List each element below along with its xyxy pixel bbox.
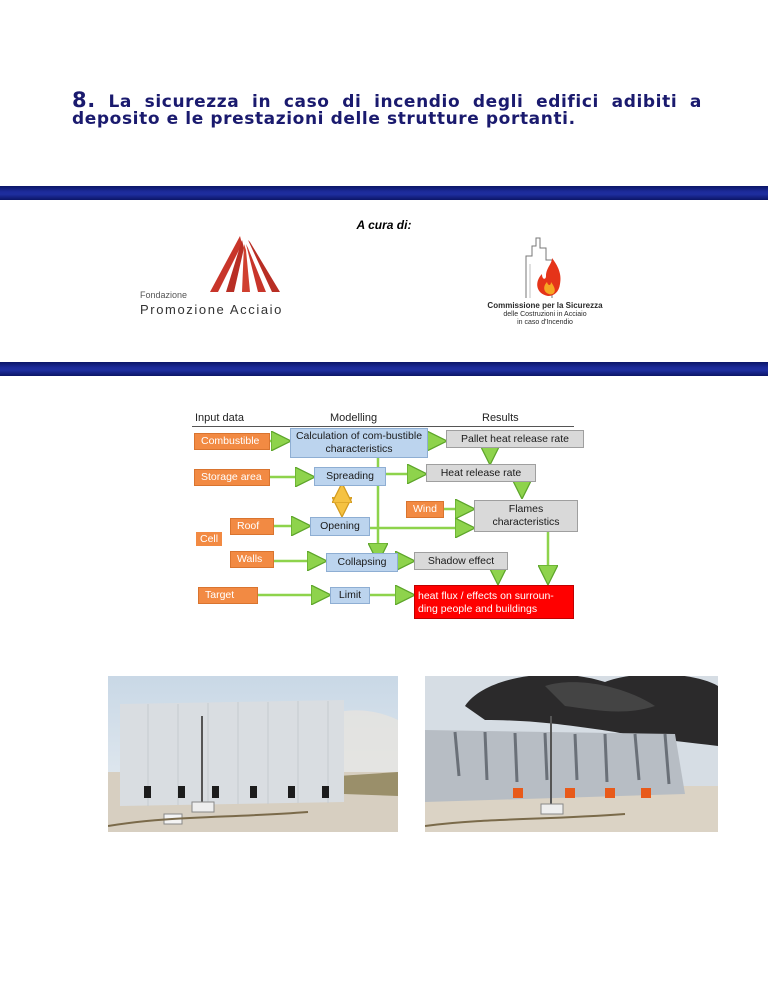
title-text: La sicurezza in caso di incendio degli edifici adibiti a deposito e le prestazioni delle strutture portanti. — [72, 92, 702, 129]
logo-right-line2: delle Costruzioni in Acciaio — [503, 311, 587, 318]
logo-right-line3: in caso d'Incendio — [517, 319, 573, 326]
result-heat-flux: heat flux / effects on surroun-ding people and buildings — [414, 585, 574, 619]
result-flames: Flames characteristics — [474, 500, 578, 532]
input-target: Target — [198, 587, 258, 604]
result-shadow: Shadow effect — [414, 552, 508, 570]
header-results: Results — [482, 412, 519, 424]
model-opening: Opening — [310, 517, 370, 536]
model-spreading: Spreading — [314, 467, 386, 486]
input-roof: Roof — [230, 518, 274, 535]
model-collapsing: Collapsing — [326, 553, 398, 572]
result-pallet-hrr: Pallet heat release rate — [446, 430, 584, 448]
model-calculation: Calculation of com-bustible characteristics — [290, 428, 428, 458]
input-combustible: Combustible — [194, 433, 270, 450]
credits-label: A cura di: — [356, 218, 412, 232]
model-limit: Limit — [330, 587, 370, 604]
warehouse-during-fire-photo — [425, 676, 718, 832]
warehouse-before-fire-photo — [108, 676, 398, 832]
header-modelling: Modelling — [330, 412, 378, 424]
header-input-data: Input data — [195, 412, 244, 424]
section-number: 8. — [72, 88, 96, 112]
logo-left-line2: Promozione Acciaio — [140, 302, 283, 317]
input-storage-area: Storage area — [194, 469, 270, 486]
logo-left-line1: Fondazione — [140, 290, 188, 300]
result-hrr: Heat release rate — [426, 464, 536, 482]
logo-right-line1: Commissione per la Sicurezza — [487, 301, 603, 310]
input-cell: Cell — [196, 532, 222, 546]
input-walls: Walls — [230, 551, 274, 568]
input-wind: Wind — [406, 501, 444, 518]
